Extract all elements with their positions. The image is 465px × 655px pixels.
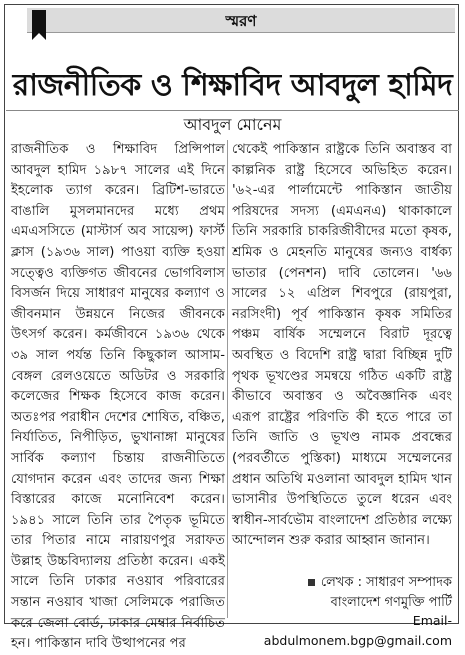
- author-email: Email-abdulmonem.bgp@gmail.com: [263, 613, 452, 648]
- author-organization: বাংলাদেশ গণমুক্তি পার্টি: [330, 595, 452, 610]
- article-headline: রাজনীতিক ও শিক্ষাবিদ আবদুল হামিদ: [12, 68, 453, 103]
- section-label: স্মরণ: [225, 12, 257, 30]
- column-divider: [227, 140, 228, 618]
- author-note: [232, 573, 452, 593]
- article-byline: আবদুল মোনেম: [183, 115, 282, 134]
- body-text-right: থেকেই পাকিস্তান রাষ্ট্রকে তিনি অবাস্তব বা কাল্পনিক রাষ্ট্র হিসেবে অভিহিত করেন। '৬২-এর পার্লামেন্টে পাকিস্তান জাতীয় পরিষদের সদস্য (এমএনএ) থাকাকালে তিনি সরকারি চাকরিজীবীদের মতো কৃষক, শ্রমিক ও মেহনতি মানুষের জন্যও বার্ধক্য ভাতার (পেনশন) দাবি তোলেন। '৬৬ সালের ১২ এপ্রিল শিবপুরে (রায়পুরা, নরসিংদী) পূর্ব পাকিস্তান কৃষক সমিতির পঞ্চম বার্ষিক সম্মেলনে বিরাট দূরত্বে অবস্থিত ও বিদেশি রাষ্ট্র দ্বারা বিচ্ছিন্ন দুটি পৃথক ভূখণ্ডের সমন্বয়ে গঠিত একটি রাষ্ট্র কীভাবে অবাস্তব ও অবৈজ্ঞানিক এবং এরূপ রাষ্ট্রের পরিণতি কী হতে পারে তা তিনি জাতি ও ভূখণ্ড নামক প্রবন্ধের (পরবর্তীতে পুস্তিকা) মাধ্যমে সম্মেলনের প্রধান অতিথি মওলানা আবদুল হামিদ খান ভাসানীর উপস্থিতিতে তুলে ধরেন এবং স্বাধীন-সার্বভৌম বাংলাদেশ প্রতিষ্ঠার লক্ষ্যে আন্দোলন শুরু করার আহ্বান জানান।: [232, 142, 452, 549]
- square-bullet-icon: [308, 579, 315, 586]
- body-text-left: রাজনীতিক ও শিক্ষাবিদ প্রিন্সিপাল আবদুল হামিদ ১৯৮৭ সালের এই দিনে ইহলোক ত্যাগ করেন। ব্রিটিশ-ভারতে বাঙালি মুসলমানদের মধ্যে প্রথম এমএসসিতে (মাস্টার্স অব সায়েন্স) ফার্স্ট ক্লাস (১৯৩৬ সাল) পাওয়া ব্যক্তি হওয়া সত্ত্বেও ব্যক্তিগত জীবনের ভোগবিলাস বিসর্জন দিয়ে সাধারণ মানুষের কল্যাণ ও জীবনমান উন্নয়নে নিজের জীবনকে উৎসর্গ করেন। কর্মজীবনে ১৯৩৬ থেকে ৩৯ সাল পর্যন্ত তিনি কিছুকাল আসাম-বেঙ্গল রেলওয়েতে অডিটর ও সরকারি কলেজের শিক্ষক হিসেবে কাজ করেন। অতঃপর পরাধীন দেশের শোষিত, বঞ্চিত, নির্যাতিত, নিপীড়িত, ভুখানাঙ্গা মানুষের সার্বিক কল্যাণ চিন্তায় রাজনীতিতে যোগদান করেন এবং তাদের জন্য শিক্ষা বিস্তারের কাজে মনোনিবেশ করেন। ১৯৪১ সালে তিনি তার পৈতৃক ভূমিতে তার পিতার নামে নারায়ণপুর সরাফত উল্লাহ উচ্চবিদ্যালয় প্রতিষ্ঠা করেন। একই সালে তিনি ঢাকার নওয়াব পরিবারের সন্তান নওয়াব খাজা সেলিমকে পরাজিত করে জেলা বোর্ড, ঢাকার মেম্বার নির্বাচিত হন। পাকিস্তান দাবি উত্থাপনের পর: [11, 142, 225, 652]
- section-header: [27, 8, 455, 33]
- body-column-right: [232, 140, 452, 610]
- headline-divider: [6, 110, 459, 111]
- body-column-left: [11, 140, 225, 652]
- author-note-text: লেখক : সাধারণ সম্পাদক: [320, 575, 452, 590]
- bookmark-icon: [32, 10, 46, 40]
